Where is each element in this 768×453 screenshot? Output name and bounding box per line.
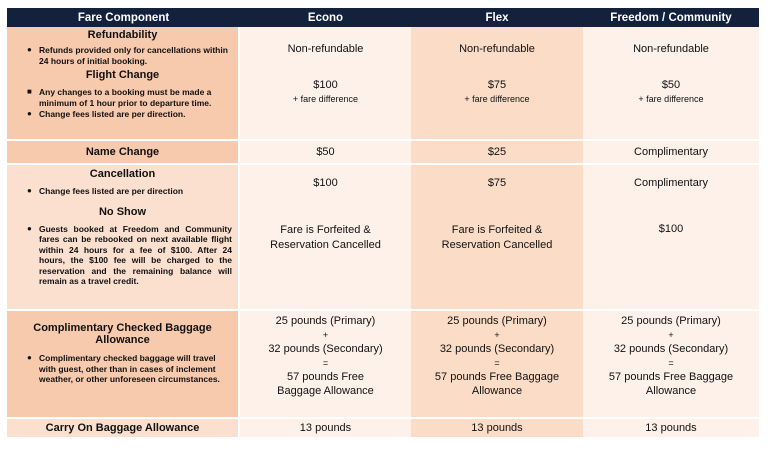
flight-change-bullet-2: ● Change fees listed are per direction. — [27, 109, 186, 119]
carry-on-freedom: 13 pounds — [583, 419, 759, 439]
cancellation-flex: $75 — [487, 177, 507, 189]
header-econo: Econo — [240, 8, 411, 27]
carry-on-title: Carry On Baggage Allowance — [45, 422, 200, 434]
cancellation-freedom: Complimentary — [634, 177, 708, 189]
refund-econo: Non-refundable — [287, 43, 364, 55]
no-show-freedom: $100 — [658, 223, 684, 235]
header-row — [7, 8, 759, 27]
header-freedom-community: Freedom / Community — [583, 8, 759, 27]
row-carry-on — [7, 419, 759, 439]
cell-baggage-flex: 25 pounds (Primary) + 32 pounds (Secondary) = 57 pounds Free Baggage Allowance — [411, 311, 583, 419]
checked-baggage-title: Complimentary Checked Baggage Allowance — [33, 322, 212, 346]
label-name-change — [7, 141, 240, 165]
change-fee-freedom: $50 — [661, 79, 681, 91]
header-fare-component: Fare Component — [7, 8, 240, 27]
change-fee-econo: $100 — [313, 79, 338, 91]
flight-change-bullet-1: ■ Any changes to a booking must be made a minimum of 1 hour prior to departure time. — [27, 87, 212, 108]
cell-cancellation-econo — [240, 165, 411, 311]
refundability-title: Refundability — [87, 29, 158, 41]
no-show-flex: Fare is Forfeited & Reservation Cancelled — [441, 224, 553, 251]
label-carry-on — [7, 419, 240, 439]
flight-change-title: Flight Change — [85, 69, 160, 81]
cell-cancellation-flex — [411, 165, 583, 311]
header-flex: Flex — [411, 8, 583, 27]
checked-baggage-bullet: ● Complimentary checked baggage will travel with guest, other than in cases of inclement weather, or other unforeseen circumstances. — [27, 353, 220, 384]
no-show-title: No Show — [98, 205, 147, 218]
label-checked-baggage — [7, 311, 240, 419]
cancellation-econo: $100 — [313, 177, 338, 189]
cell-refund-change-freedom — [583, 27, 759, 141]
change-note-flex: + fare difference — [464, 94, 530, 104]
row-refund-change — [7, 27, 759, 141]
change-note-freedom: + fare difference — [638, 94, 704, 104]
refund-flex: Non-refundable — [459, 43, 535, 55]
name-change-flex: $25 — [411, 141, 583, 165]
change-fee-flex: $75 — [487, 79, 507, 91]
cell-cancellation-freedom — [583, 165, 759, 311]
carry-on-econo: 13 pounds — [240, 419, 411, 439]
name-change-econo: $50 — [240, 141, 411, 165]
no-show-econo: Fare is Forfeited & Reservation Cancelled — [270, 224, 381, 251]
cancellation-title: Cancellation — [89, 168, 156, 180]
row-cancellation-no-show — [7, 165, 759, 311]
row-name-change — [7, 141, 759, 165]
cell-refund-change-flex — [411, 27, 583, 141]
cell-baggage-econo: 25 pounds (Primary) + 32 pounds (Secondary) = 57 pounds Free Baggage Allowance — [240, 311, 411, 419]
label-refund-change — [7, 27, 240, 141]
fare-comparison-table — [7, 8, 759, 439]
cancellation-bullet: ● Change fees listed are per direction — [27, 186, 184, 196]
refundability-bullet: ● Refunds provided only for cancellations within 24 hours of initial booking. — [27, 45, 228, 66]
label-cancellation-no-show — [7, 165, 240, 311]
name-change-title: Name Change — [85, 146, 160, 158]
name-change-freedom: Complimentary — [583, 141, 759, 165]
row-checked-baggage — [7, 311, 759, 419]
no-show-bullet: ● Guests booked at Freedom and Community fares can be rebooked on next available flight within 24 hours for a fee of $100. After 24 hours, the $100 fee will be charged to the reservation and the remaining balance will remain as a travel credit. — [27, 223, 232, 286]
carry-on-flex: 13 pounds — [411, 419, 583, 439]
change-note-econo: + fare difference — [292, 94, 359, 104]
cell-baggage-freedom: 25 pounds (Primary) + 32 pounds (Secondary) = 57 pounds Free Baggage Allowance — [583, 311, 759, 419]
refund-freedom: Non-refundable — [633, 43, 709, 55]
cell-refund-change-econo — [240, 27, 411, 141]
